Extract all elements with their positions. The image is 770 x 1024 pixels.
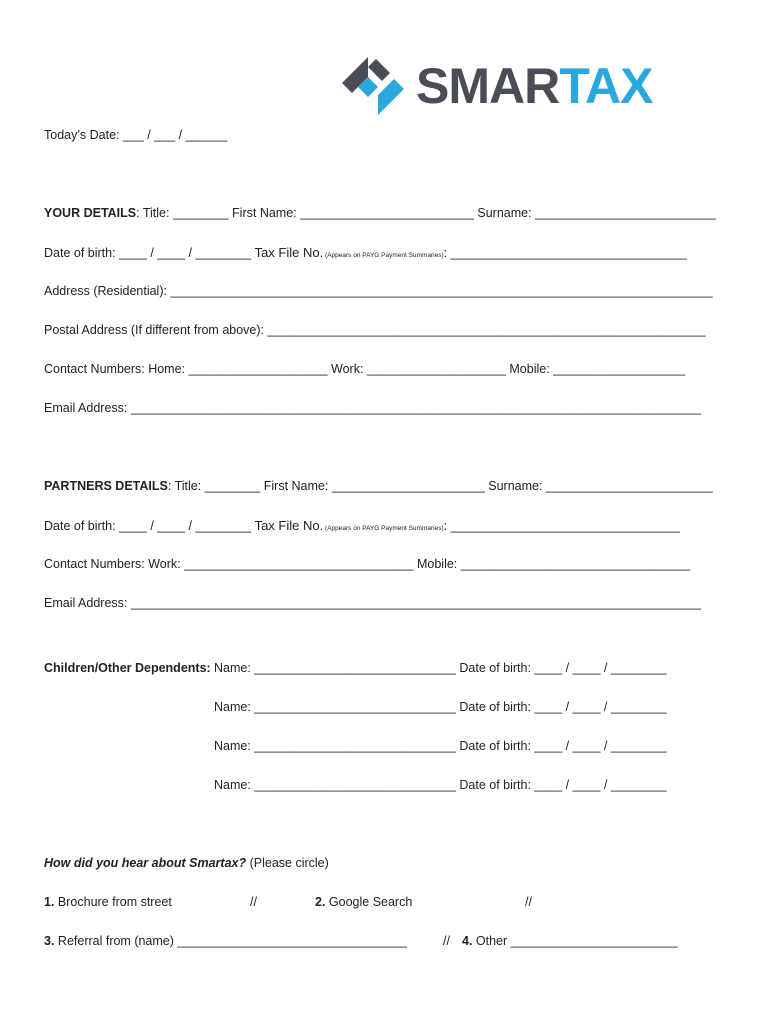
child-row-1[interactable]: Name: _____________________________ Date of birth: ____ / ____ / ________	[214, 661, 667, 675]
your-details-name-row[interactable]	[44, 206, 716, 220]
smartax-logo	[338, 54, 653, 118]
survey-option-3[interactable]	[44, 934, 407, 948]
option-1-label[interactable]: Brochure from street	[54, 895, 172, 909]
survey-option-4[interactable]	[462, 934, 678, 948]
child-row-2[interactable]: Name: _____________________________ Date of birth: ____ / ____ / ________	[214, 700, 667, 714]
partners-dob-field[interactable]: Date of birth: ____ / ____ / ________	[44, 519, 255, 533]
smartax-logo-mark-icon	[338, 55, 408, 117]
option-1-number: 1.	[44, 895, 55, 909]
separator-1: //	[250, 895, 257, 909]
your-tfn-note: (Appears on PAYG Payment Summaries)	[323, 252, 444, 259]
your-details-dob-row[interactable]	[44, 245, 687, 260]
your-postal-address-field[interactable]: Postal Address (If different from above): _______________________________________________________________	[44, 323, 706, 337]
option-2-label[interactable]: Google Search	[325, 895, 413, 909]
your-address-field[interactable]: Address (Residential): ______________________________________________________________________________	[44, 284, 713, 298]
child-row-3[interactable]: Name: _____________________________ Date of birth: ____ / ____ / ________	[214, 739, 667, 753]
partners-email-field[interactable]: Email Address: __________________________________________________________________________________	[44, 596, 701, 610]
your-tfn-field[interactable]: : __________________________________	[443, 246, 687, 260]
option-3-number: 3.	[44, 934, 55, 948]
partners-details-heading: PARTNERS DETAILS	[44, 479, 168, 493]
partners-details-name-row[interactable]	[44, 479, 713, 493]
partners-dob-row[interactable]	[44, 518, 680, 533]
partners-tfn-note: (Appears on PAYG Payment Summaries)	[323, 525, 444, 532]
your-email-field[interactable]: Email Address: __________________________________________________________________________________	[44, 401, 701, 415]
wordmark-smar: SMAR	[416, 58, 560, 114]
your-dob-field[interactable]: Date of birth: ____ / ____ / ________	[44, 246, 255, 260]
child-row-4[interactable]: Name: _____________________________ Date of birth: ____ / ____ / ________	[214, 778, 667, 792]
children-heading	[44, 661, 211, 675]
wordmark-tax: TAX	[559, 58, 653, 114]
option-3-label[interactable]: Referral from (name) _________________________________	[54, 934, 407, 948]
partners-details-name-fields[interactable]: : Title: ________ First Name: ______________________ Surname: ________________________	[167, 479, 713, 493]
separator-2: //	[525, 895, 532, 909]
option-4-label[interactable]: Other ________________________	[472, 934, 678, 948]
survey-option-1[interactable]	[44, 895, 172, 909]
partners-contact-numbers-field[interactable]: Contact Numbers: Work: _________________________________ Mobile: _________________________________	[44, 557, 691, 571]
your-tfn-label: Tax File No.	[254, 245, 324, 260]
smartax-wordmark	[416, 58, 653, 114]
option-2-number: 2.	[315, 895, 326, 909]
your-details-heading: YOUR DETAILS	[44, 206, 137, 220]
survey-option-2[interactable]	[315, 895, 412, 909]
option-4-number: 4.	[462, 934, 473, 948]
survey-question-row	[44, 856, 329, 870]
survey-note: (Please circle)	[246, 856, 329, 870]
partners-tfn-label: Tax File No.	[254, 518, 324, 533]
todays-date-field[interactable]: Today’s Date: ___ / ___ / ______	[44, 128, 228, 142]
your-details-name-fields[interactable]: : Title: ________ First Name: _________________________ Surname: __________________________	[136, 206, 716, 220]
separator-3: //	[443, 934, 450, 948]
partners-tfn-field[interactable]: : _________________________________	[443, 519, 680, 533]
survey-question: How did you hear about Smartax?	[44, 856, 247, 870]
your-contact-numbers-field[interactable]: Contact Numbers: Home: ____________________ Work: ____________________ Mobile: ___________________	[44, 362, 686, 376]
children-heading-label: Children/Other Dependents:	[44, 661, 211, 675]
